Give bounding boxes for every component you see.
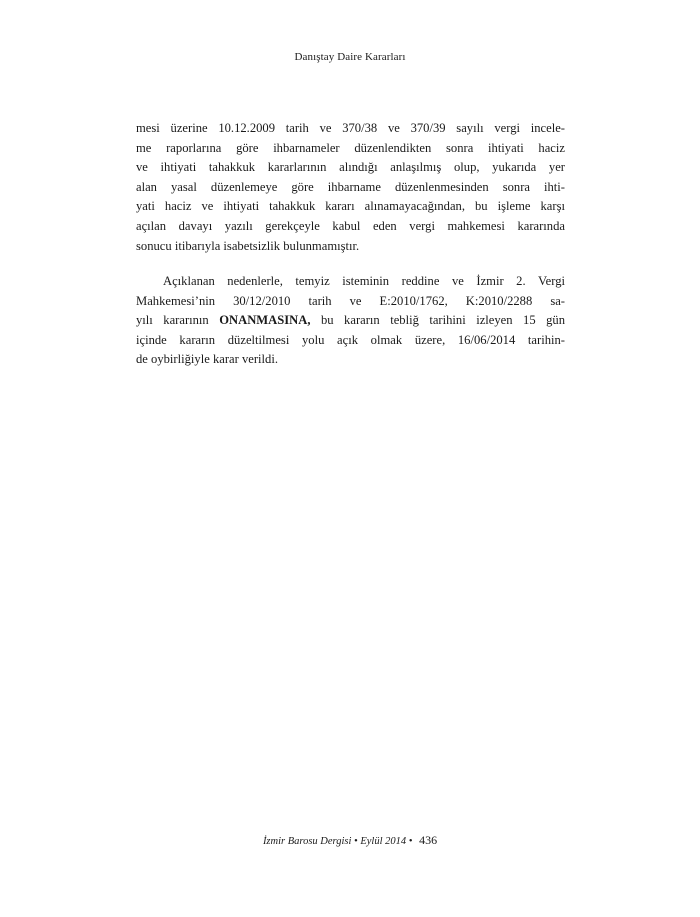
running-footer bbox=[0, 833, 700, 848]
journal-name: İzmir Barosu Dergisi • Eylül 2014 • bbox=[262, 836, 413, 847]
paragraph-line: mesi üzerine 10.12.2009 tarih ve 370/38 ve 370/39 sayılı vergi incele- bbox=[136, 121, 565, 135]
page-number: 436 bbox=[419, 833, 438, 847]
paragraph-line bbox=[136, 311, 565, 331]
body-paragraph-1 bbox=[136, 119, 565, 256]
paragraph-line: de oybirliğiyle karar verildi. bbox=[136, 352, 278, 367]
body-paragraph-2 bbox=[136, 272, 565, 370]
paragraph-line: me raporlarına göre ihbarnameler düzenlendikten sonra ihtiyati haciz bbox=[136, 140, 565, 155]
paragraph-line: Mahkemesi’nin 30/12/2010 tarih ve E:2010/1762, K:2010/2288 sa- bbox=[136, 293, 565, 308]
paragraph-line: açılan davayı yazılı gerekçeyle kabul eden vergi mahkemesi kararında bbox=[136, 218, 565, 233]
decision-keyword: ONANMASINA, bbox=[219, 313, 311, 328]
paragraph-line: ve ihtiyati tahakkuk kararlarının alındığı anlaşılmış olup, yukarıda yer bbox=[136, 160, 565, 175]
paragraph-line: içinde kararın düzeltilmesi yolu açık olmak üzere, 16/06/2014 tarihin- bbox=[136, 332, 565, 347]
paragraph-line: sonucu itibarıyla isabetsizlik bulunmamıştır. bbox=[136, 238, 360, 253]
paragraph-line: alan yasal düzenlemeye göre ihbarname düzenlenmesinden sonra ihti- bbox=[136, 179, 565, 194]
paragraph-line: yati haciz ve ihtiyati tahakkuk kararı alınamayacağından, bu işleme karşı bbox=[136, 199, 565, 214]
line-text-before: yılı kararının bbox=[136, 313, 220, 328]
line-text-after: bu kararın tebliğ tarihini izleyen 15 gün bbox=[310, 313, 565, 328]
running-header: Danıştay Daire Kararları bbox=[294, 51, 406, 63]
paragraph-line: Açıklanan nedenlerle, temyiz isteminin reddine ve İzmir 2. Vergi bbox=[163, 274, 565, 288]
